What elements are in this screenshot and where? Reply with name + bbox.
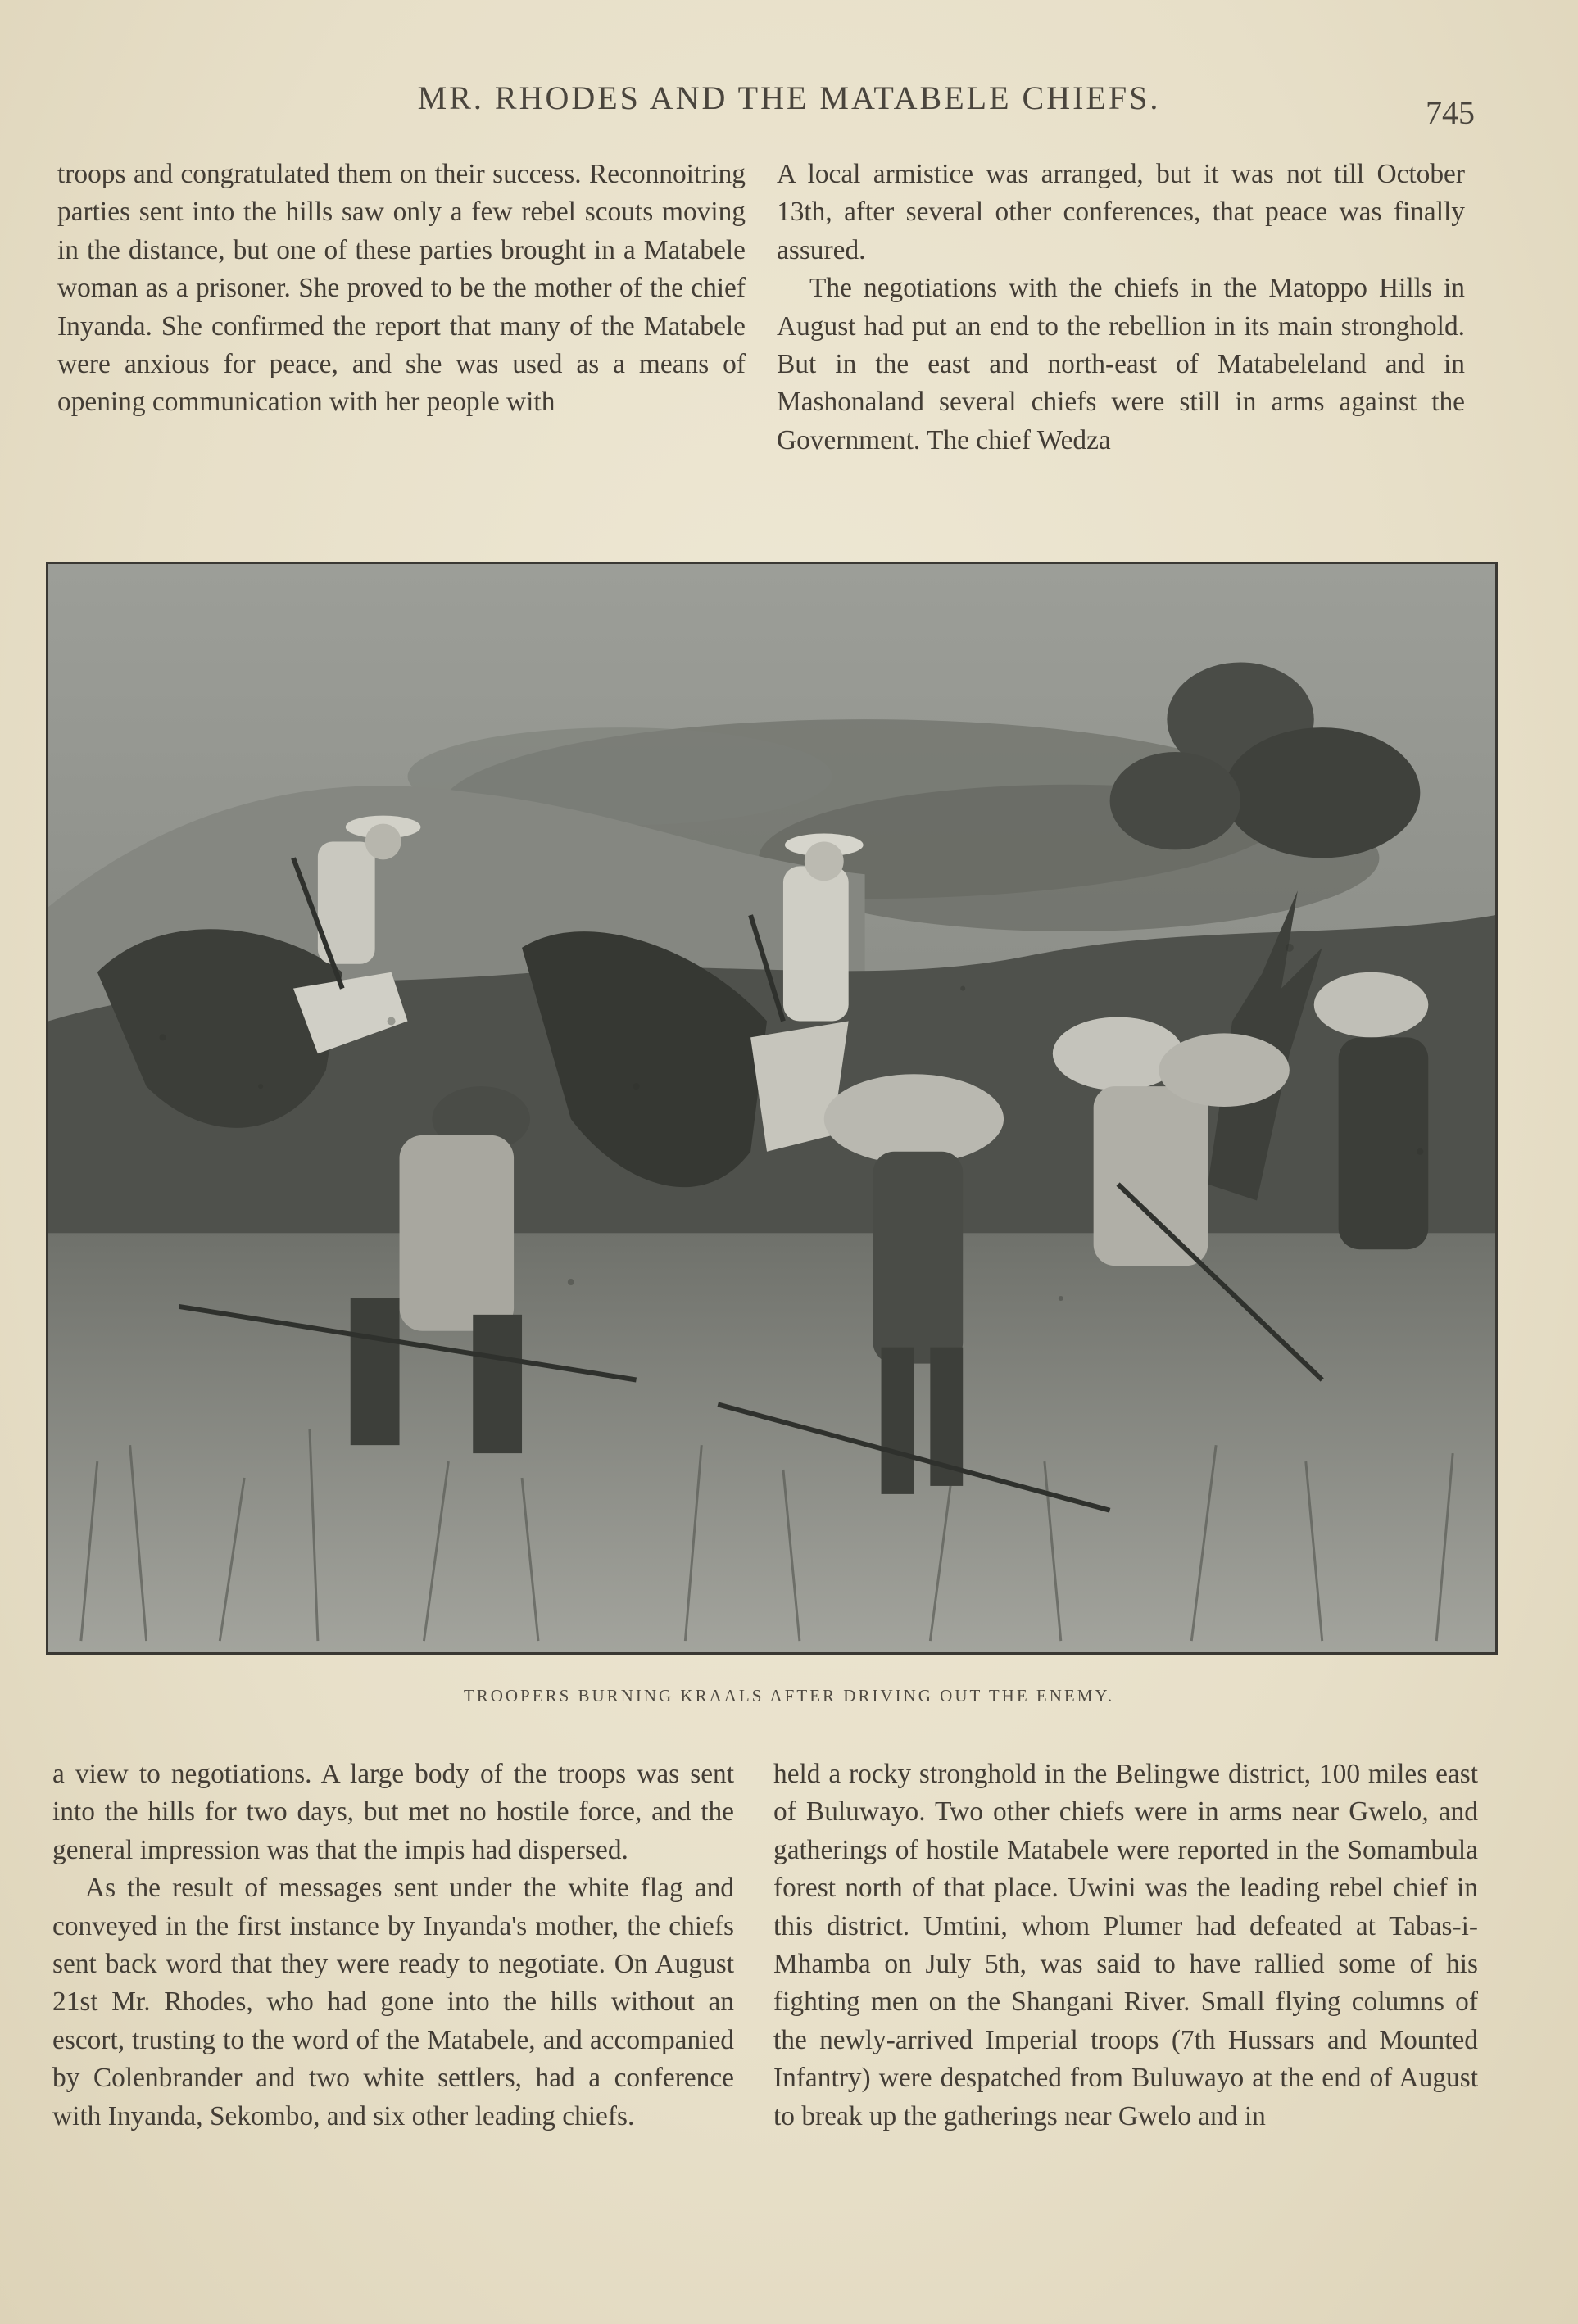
paragraph: A local armistice was arranged, but it was not till October 13th, after several other conferences, that peace was finally assured.: [777, 159, 1465, 265]
lower-left-column: [52, 1755, 734, 2136]
running-title: MR. RHODES AND THE MATABELE CHIEFS.: [417, 79, 1161, 116]
illustration-troopers-burning-kraals: [46, 562, 1498, 1655]
paragraph: The negotiations with the chiefs in the Matoppo Hills in August had put an end to the rebellion in its main stronghold. But in the east and north-east of Matabeleland and in Mashonaland several chiefs were still in arms against the Government. The chief Wedza: [777, 273, 1465, 455]
page-number: 745: [1426, 94, 1475, 131]
paragraph: troops and congratulated them on their success. Reconnoitring parties sent into the hills saw only a few rebel scouts moving in the distance, but one of these parties brought in a Matabele woman as a prisoner. She proved to be the mother of the chief Inyanda. She confirmed the report that many of the Matabele were anxious for peace, and she was used as a means of opening communication with her people with: [57, 159, 746, 418]
upper-left-column: [57, 156, 746, 422]
paragraph: a view to negotiations. A large body of the troops was sent into the hills for two days, but met no hostile force, and the general impression was that the impis had dispersed.: [52, 1759, 734, 1865]
engraving-image: [48, 564, 1495, 1652]
paragraph: held a rocky stronghold in the Belingwe district, 100 miles east of Buluwayo. Two other chiefs were in arms near Gwelo, and gatherings of hostile Matabele were reported in the Somambula forest north of that place. Uwini was the leading rebel chief in this district. Umtini, whom Plumer had defeated at Tabas-i-Mhamba on July 5th, was said to have rallied some of his fighting men on the Shangani River. Small flying columns of the newly-arrived Imperial troops (7th Hussars and Mounted Infantry) were despatched from Buluwayo at the end of August to break up the gatherings near Gwelo and in: [773, 1759, 1478, 2131]
lower-right-column: [773, 1755, 1478, 2136]
figure-caption: TROOPERS BURNING KRAALS AFTER DRIVING OUT THE ENEMY.: [463, 1686, 1115, 1706]
upper-right-column: [777, 156, 1465, 460]
paragraph: As the result of messages sent under the white flag and conveyed in the first instance by Inyanda's mother, the chiefs sent back word that they were ready to negotiate. On August 21st Mr. Rhodes, who had gone into the hills without an escort, trusting to the word of the Matabele, and accompanied by Colenbrander and two white settlers, had a conference with Inyanda, Sekombo, and six other leading chiefs.: [52, 1873, 734, 2131]
